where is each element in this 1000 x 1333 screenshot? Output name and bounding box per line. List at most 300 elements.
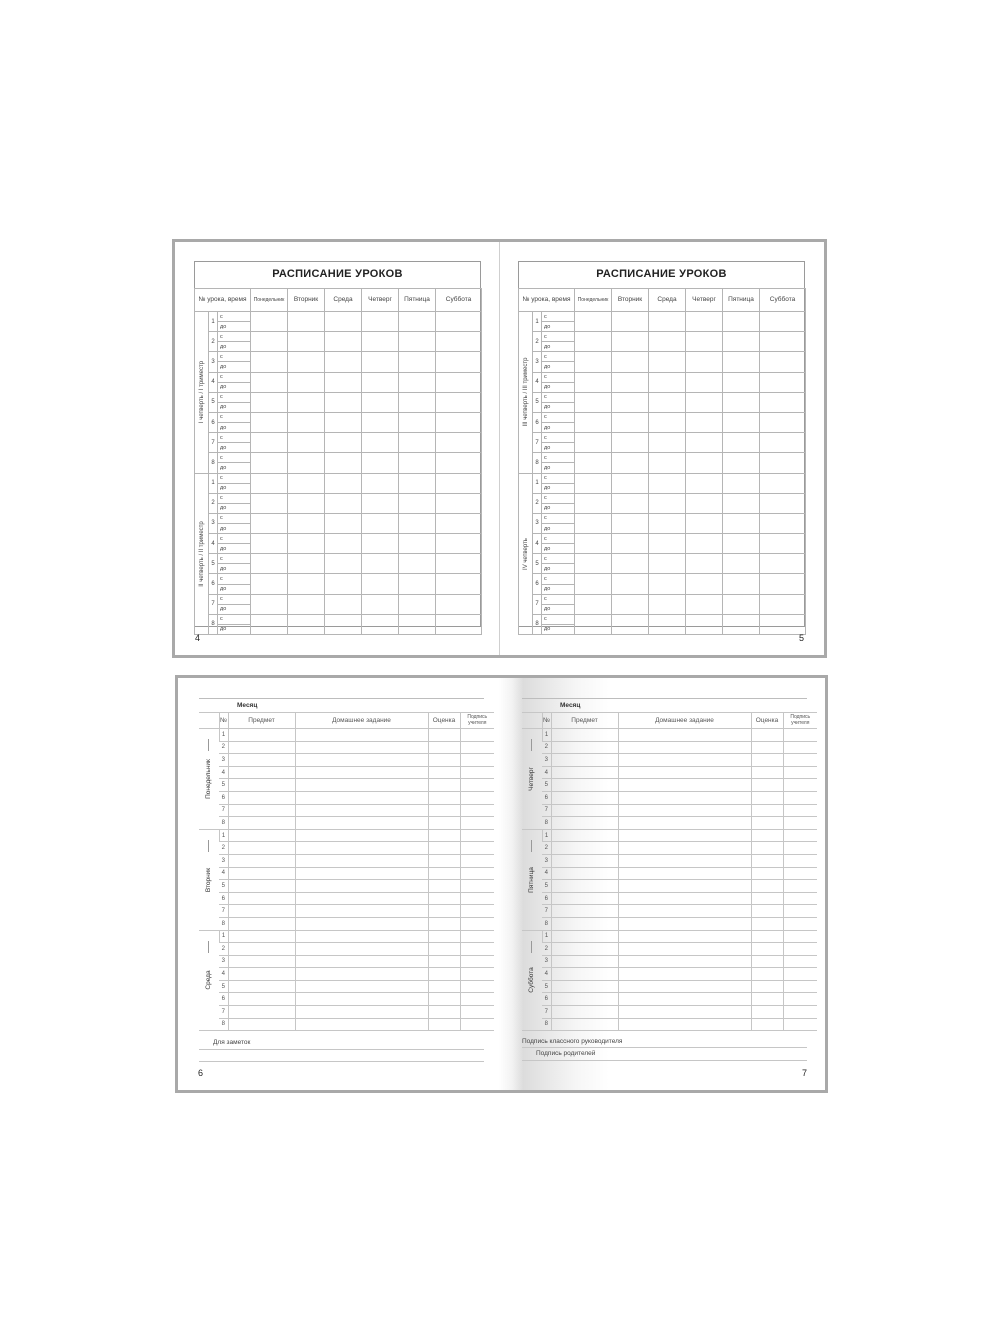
homework-cell[interactable] — [618, 880, 751, 893]
schedule-cell[interactable] — [575, 554, 612, 574]
schedule-cell[interactable] — [325, 352, 362, 372]
grade-cell[interactable] — [428, 854, 460, 867]
schedule-cell[interactable] — [288, 352, 325, 372]
subject-cell[interactable] — [228, 1006, 295, 1019]
schedule-cell[interactable] — [436, 433, 482, 453]
schedule-cell[interactable] — [251, 513, 288, 533]
schedule-cell[interactable] — [362, 513, 399, 533]
schedule-cell[interactable] — [288, 473, 325, 493]
schedule-cell[interactable] — [288, 493, 325, 513]
schedule-cell[interactable] — [288, 594, 325, 614]
schedule-cell[interactable] — [575, 453, 612, 473]
schedule-cell[interactable] — [362, 312, 399, 332]
schedule-cell[interactable] — [362, 534, 399, 554]
schedule-cell[interactable] — [399, 534, 436, 554]
homework-cell[interactable] — [295, 880, 428, 893]
schedule-cell[interactable] — [399, 453, 436, 473]
homework-cell[interactable] — [618, 791, 751, 804]
subject-cell[interactable] — [228, 817, 295, 830]
schedule-cell[interactable] — [760, 332, 806, 352]
teacher-signature-cell[interactable] — [783, 867, 817, 880]
schedule-cell[interactable] — [575, 312, 612, 332]
schedule-cell[interactable] — [612, 412, 649, 432]
grade-cell[interactable] — [428, 980, 460, 993]
schedule-cell[interactable] — [251, 453, 288, 473]
teacher-signature-cell[interactable] — [783, 804, 817, 817]
grade-cell[interactable] — [428, 1018, 460, 1031]
teacher-signature-cell[interactable] — [783, 779, 817, 792]
schedule-cell[interactable] — [686, 352, 723, 372]
grade-cell[interactable] — [428, 993, 460, 1006]
schedule-cell[interactable] — [575, 574, 612, 594]
grade-cell[interactable] — [751, 943, 783, 956]
schedule-cell[interactable] — [325, 574, 362, 594]
teacher-signature-cell[interactable] — [460, 829, 494, 842]
schedule-cell[interactable] — [760, 614, 806, 634]
teacher-signature-cell[interactable] — [783, 1018, 817, 1031]
schedule-cell[interactable] — [649, 554, 686, 574]
schedule-cell[interactable] — [575, 332, 612, 352]
teacher-signature-cell[interactable] — [460, 892, 494, 905]
homework-cell[interactable] — [618, 804, 751, 817]
subject-cell[interactable] — [551, 867, 618, 880]
grade-cell[interactable] — [751, 729, 783, 742]
homework-cell[interactable] — [295, 1006, 428, 1019]
schedule-cell[interactable] — [251, 574, 288, 594]
homework-cell[interactable] — [618, 968, 751, 981]
schedule-cell[interactable] — [723, 412, 760, 432]
grade-cell[interactable] — [428, 804, 460, 817]
schedule-cell[interactable] — [288, 574, 325, 594]
grade-cell[interactable] — [751, 867, 783, 880]
homework-cell[interactable] — [295, 867, 428, 880]
schedule-cell[interactable] — [362, 392, 399, 412]
schedule-cell[interactable] — [612, 332, 649, 352]
homework-cell[interactable] — [618, 754, 751, 767]
schedule-cell[interactable] — [399, 554, 436, 574]
schedule-cell[interactable] — [649, 433, 686, 453]
grade-cell[interactable] — [428, 729, 460, 742]
schedule-cell[interactable] — [575, 433, 612, 453]
schedule-cell[interactable] — [362, 453, 399, 473]
subject-cell[interactable] — [228, 880, 295, 893]
grade-cell[interactable] — [751, 791, 783, 804]
subject-cell[interactable] — [551, 729, 618, 742]
subject-cell[interactable] — [551, 880, 618, 893]
schedule-cell[interactable] — [723, 574, 760, 594]
schedule-cell[interactable] — [362, 372, 399, 392]
schedule-cell[interactable] — [649, 614, 686, 634]
schedule-cell[interactable] — [612, 352, 649, 372]
schedule-cell[interactable] — [325, 473, 362, 493]
homework-cell[interactable] — [295, 804, 428, 817]
subject-cell[interactable] — [551, 993, 618, 1006]
schedule-cell[interactable] — [288, 614, 325, 634]
grade-cell[interactable] — [751, 880, 783, 893]
homework-cell[interactable] — [618, 980, 751, 993]
schedule-cell[interactable] — [575, 412, 612, 432]
grade-cell[interactable] — [751, 892, 783, 905]
homework-cell[interactable] — [295, 854, 428, 867]
schedule-cell[interactable] — [362, 594, 399, 614]
schedule-cell[interactable] — [723, 554, 760, 574]
subject-cell[interactable] — [551, 817, 618, 830]
schedule-cell[interactable] — [325, 554, 362, 574]
schedule-cell[interactable] — [612, 453, 649, 473]
schedule-cell[interactable] — [649, 513, 686, 533]
teacher-signature-cell[interactable] — [460, 943, 494, 956]
grade-cell[interactable] — [428, 968, 460, 981]
homework-cell[interactable] — [618, 829, 751, 842]
subject-cell[interactable] — [228, 930, 295, 943]
schedule-cell[interactable] — [436, 574, 482, 594]
schedule-cell[interactable] — [760, 534, 806, 554]
schedule-cell[interactable] — [686, 473, 723, 493]
schedule-cell[interactable] — [686, 453, 723, 473]
homework-cell[interactable] — [618, 854, 751, 867]
schedule-cell[interactable] — [686, 614, 723, 634]
subject-cell[interactable] — [551, 854, 618, 867]
schedule-cell[interactable] — [325, 513, 362, 533]
grade-cell[interactable] — [428, 930, 460, 943]
schedule-cell[interactable] — [723, 372, 760, 392]
subject-cell[interactable] — [551, 1018, 618, 1031]
teacher-signature-cell[interactable] — [783, 741, 817, 754]
schedule-cell[interactable] — [436, 473, 482, 493]
subject-cell[interactable] — [228, 980, 295, 993]
subject-cell[interactable] — [551, 804, 618, 817]
homework-cell[interactable] — [295, 779, 428, 792]
homework-cell[interactable] — [295, 766, 428, 779]
homework-cell[interactable] — [618, 729, 751, 742]
teacher-signature-cell[interactable] — [783, 1006, 817, 1019]
schedule-cell[interactable] — [575, 352, 612, 372]
grade-cell[interactable] — [751, 741, 783, 754]
schedule-cell[interactable] — [760, 594, 806, 614]
teacher-signature-cell[interactable] — [460, 917, 494, 930]
schedule-cell[interactable] — [288, 433, 325, 453]
grade-cell[interactable] — [428, 817, 460, 830]
teacher-signature-cell[interactable] — [783, 892, 817, 905]
schedule-cell[interactable] — [362, 614, 399, 634]
schedule-cell[interactable] — [575, 614, 612, 634]
teacher-signature-cell[interactable] — [783, 729, 817, 742]
subject-cell[interactable] — [228, 791, 295, 804]
homework-cell[interactable] — [295, 729, 428, 742]
schedule-cell[interactable] — [575, 534, 612, 554]
teacher-signature-cell[interactable] — [783, 955, 817, 968]
homework-cell[interactable] — [618, 766, 751, 779]
schedule-cell[interactable] — [760, 473, 806, 493]
schedule-cell[interactable] — [288, 412, 325, 432]
schedule-cell[interactable] — [760, 352, 806, 372]
subject-cell[interactable] — [551, 791, 618, 804]
schedule-cell[interactable] — [251, 554, 288, 574]
schedule-cell[interactable] — [649, 594, 686, 614]
grade-cell[interactable] — [751, 905, 783, 918]
schedule-cell[interactable] — [325, 433, 362, 453]
schedule-cell[interactable] — [686, 493, 723, 513]
schedule-cell[interactable] — [399, 332, 436, 352]
teacher-signature-cell[interactable] — [783, 905, 817, 918]
teacher-signature-cell[interactable] — [460, 804, 494, 817]
schedule-cell[interactable] — [399, 412, 436, 432]
teacher-signature-cell[interactable] — [783, 930, 817, 943]
homework-cell[interactable] — [295, 917, 428, 930]
teacher-signature-cell[interactable] — [460, 993, 494, 1006]
grade-cell[interactable] — [751, 754, 783, 767]
schedule-cell[interactable] — [723, 332, 760, 352]
schedule-cell[interactable] — [612, 473, 649, 493]
schedule-cell[interactable] — [760, 372, 806, 392]
subject-cell[interactable] — [551, 943, 618, 956]
teacher-signature-cell[interactable] — [460, 741, 494, 754]
schedule-cell[interactable] — [288, 534, 325, 554]
schedule-cell[interactable] — [723, 453, 760, 473]
schedule-cell[interactable] — [649, 534, 686, 554]
grade-cell[interactable] — [428, 955, 460, 968]
grade-cell[interactable] — [751, 1006, 783, 1019]
grade-cell[interactable] — [428, 892, 460, 905]
homework-cell[interactable] — [618, 741, 751, 754]
homework-cell[interactable] — [618, 1006, 751, 1019]
teacher-signature-cell[interactable] — [460, 817, 494, 830]
grade-cell[interactable] — [751, 993, 783, 1006]
homework-cell[interactable] — [295, 842, 428, 855]
schedule-cell[interactable] — [288, 554, 325, 574]
schedule-cell[interactable] — [575, 513, 612, 533]
schedule-cell[interactable] — [251, 433, 288, 453]
homework-cell[interactable] — [618, 943, 751, 956]
teacher-signature-cell[interactable] — [460, 905, 494, 918]
schedule-cell[interactable] — [612, 493, 649, 513]
schedule-cell[interactable] — [612, 392, 649, 412]
homework-cell[interactable] — [295, 829, 428, 842]
schedule-cell[interactable] — [649, 493, 686, 513]
subject-cell[interactable] — [228, 917, 295, 930]
grade-cell[interactable] — [428, 1006, 460, 1019]
schedule-cell[interactable] — [686, 594, 723, 614]
schedule-cell[interactable] — [362, 332, 399, 352]
teacher-signature-cell[interactable] — [460, 968, 494, 981]
schedule-cell[interactable] — [575, 392, 612, 412]
schedule-cell[interactable] — [723, 534, 760, 554]
schedule-cell[interactable] — [760, 312, 806, 332]
subject-cell[interactable] — [551, 905, 618, 918]
teacher-signature-cell[interactable] — [460, 1006, 494, 1019]
grade-cell[interactable] — [751, 917, 783, 930]
grade-cell[interactable] — [428, 842, 460, 855]
subject-cell[interactable] — [228, 741, 295, 754]
subject-cell[interactable] — [228, 842, 295, 855]
grade-cell[interactable] — [428, 766, 460, 779]
subject-cell[interactable] — [228, 729, 295, 742]
subject-cell[interactable] — [551, 917, 618, 930]
subject-cell[interactable] — [228, 867, 295, 880]
teacher-signature-cell[interactable] — [460, 854, 494, 867]
schedule-cell[interactable] — [612, 594, 649, 614]
schedule-cell[interactable] — [399, 574, 436, 594]
schedule-cell[interactable] — [325, 493, 362, 513]
grade-cell[interactable] — [751, 1018, 783, 1031]
schedule-cell[interactable] — [251, 392, 288, 412]
subject-cell[interactable] — [551, 1006, 618, 1019]
schedule-cell[interactable] — [760, 392, 806, 412]
teacher-signature-cell[interactable] — [460, 930, 494, 943]
schedule-cell[interactable] — [399, 473, 436, 493]
homework-cell[interactable] — [295, 892, 428, 905]
grade-cell[interactable] — [751, 779, 783, 792]
grade-cell[interactable] — [428, 880, 460, 893]
homework-cell[interactable] — [618, 905, 751, 918]
schedule-cell[interactable] — [686, 392, 723, 412]
homework-cell[interactable] — [295, 955, 428, 968]
subject-cell[interactable] — [228, 804, 295, 817]
subject-cell[interactable] — [228, 1018, 295, 1031]
teacher-signature-cell[interactable] — [783, 968, 817, 981]
homework-cell[interactable] — [618, 867, 751, 880]
homework-cell[interactable] — [295, 754, 428, 767]
schedule-cell[interactable] — [686, 513, 723, 533]
schedule-cell[interactable] — [251, 473, 288, 493]
schedule-cell[interactable] — [612, 574, 649, 594]
schedule-cell[interactable] — [686, 312, 723, 332]
schedule-cell[interactable] — [251, 372, 288, 392]
schedule-cell[interactable] — [612, 513, 649, 533]
homework-cell[interactable] — [295, 817, 428, 830]
schedule-cell[interactable] — [612, 534, 649, 554]
schedule-cell[interactable] — [723, 473, 760, 493]
subject-cell[interactable] — [228, 905, 295, 918]
homework-cell[interactable] — [295, 741, 428, 754]
schedule-cell[interactable] — [399, 433, 436, 453]
teacher-signature-cell[interactable] — [783, 917, 817, 930]
homework-cell[interactable] — [618, 817, 751, 830]
schedule-cell[interactable] — [612, 433, 649, 453]
schedule-cell[interactable] — [436, 332, 482, 352]
homework-cell[interactable] — [295, 930, 428, 943]
schedule-cell[interactable] — [288, 453, 325, 473]
grade-cell[interactable] — [751, 968, 783, 981]
teacher-signature-cell[interactable] — [783, 754, 817, 767]
schedule-cell[interactable] — [649, 574, 686, 594]
schedule-cell[interactable] — [612, 372, 649, 392]
schedule-cell[interactable] — [251, 493, 288, 513]
homework-cell[interactable] — [618, 993, 751, 1006]
homework-cell[interactable] — [295, 943, 428, 956]
schedule-cell[interactable] — [612, 614, 649, 634]
schedule-cell[interactable] — [686, 574, 723, 594]
teacher-signature-cell[interactable] — [460, 791, 494, 804]
teacher-signature-cell[interactable] — [460, 980, 494, 993]
subject-cell[interactable] — [228, 854, 295, 867]
schedule-cell[interactable] — [436, 352, 482, 372]
schedule-cell[interactable] — [436, 372, 482, 392]
subject-cell[interactable] — [228, 766, 295, 779]
schedule-cell[interactable] — [723, 433, 760, 453]
subject-cell[interactable] — [228, 829, 295, 842]
schedule-cell[interactable] — [325, 392, 362, 412]
schedule-cell[interactable] — [723, 392, 760, 412]
subject-cell[interactable] — [551, 955, 618, 968]
schedule-cell[interactable] — [251, 312, 288, 332]
teacher-signature-cell[interactable] — [460, 842, 494, 855]
schedule-cell[interactable] — [760, 513, 806, 533]
teacher-signature-cell[interactable] — [460, 1018, 494, 1031]
schedule-cell[interactable] — [251, 594, 288, 614]
grade-cell[interactable] — [428, 917, 460, 930]
schedule-cell[interactable] — [362, 574, 399, 594]
teacher-signature-cell[interactable] — [460, 867, 494, 880]
schedule-cell[interactable] — [399, 614, 436, 634]
schedule-cell[interactable] — [649, 352, 686, 372]
grade-cell[interactable] — [751, 980, 783, 993]
grade-cell[interactable] — [751, 930, 783, 943]
schedule-cell[interactable] — [251, 534, 288, 554]
subject-cell[interactable] — [228, 943, 295, 956]
schedule-cell[interactable] — [251, 352, 288, 372]
teacher-signature-cell[interactable] — [783, 791, 817, 804]
grade-cell[interactable] — [751, 804, 783, 817]
schedule-cell[interactable] — [288, 513, 325, 533]
schedule-cell[interactable] — [649, 332, 686, 352]
schedule-cell[interactable] — [325, 372, 362, 392]
schedule-cell[interactable] — [325, 312, 362, 332]
teacher-signature-cell[interactable] — [783, 943, 817, 956]
grade-cell[interactable] — [751, 829, 783, 842]
subject-cell[interactable] — [551, 892, 618, 905]
grade-cell[interactable] — [751, 842, 783, 855]
schedule-cell[interactable] — [288, 372, 325, 392]
subject-cell[interactable] — [228, 993, 295, 1006]
schedule-cell[interactable] — [760, 412, 806, 432]
homework-cell[interactable] — [618, 917, 751, 930]
schedule-cell[interactable] — [288, 332, 325, 352]
teacher-signature-cell[interactable] — [783, 854, 817, 867]
teacher-signature-cell[interactable] — [460, 754, 494, 767]
teacher-signature-cell[interactable] — [783, 880, 817, 893]
schedule-cell[interactable] — [760, 554, 806, 574]
grade-cell[interactable] — [428, 754, 460, 767]
schedule-cell[interactable] — [436, 594, 482, 614]
grade-cell[interactable] — [751, 766, 783, 779]
schedule-cell[interactable] — [760, 493, 806, 513]
schedule-cell[interactable] — [686, 554, 723, 574]
homework-cell[interactable] — [295, 993, 428, 1006]
schedule-cell[interactable] — [723, 513, 760, 533]
grade-cell[interactable] — [428, 829, 460, 842]
subject-cell[interactable] — [551, 766, 618, 779]
schedule-cell[interactable] — [362, 433, 399, 453]
schedule-cell[interactable] — [723, 493, 760, 513]
grade-cell[interactable] — [751, 817, 783, 830]
schedule-cell[interactable] — [649, 372, 686, 392]
grade-cell[interactable] — [428, 791, 460, 804]
schedule-cell[interactable] — [436, 392, 482, 412]
schedule-cell[interactable] — [575, 372, 612, 392]
schedule-cell[interactable] — [723, 614, 760, 634]
teacher-signature-cell[interactable] — [783, 993, 817, 1006]
schedule-cell[interactable] — [649, 392, 686, 412]
schedule-cell[interactable] — [251, 614, 288, 634]
schedule-cell[interactable] — [575, 594, 612, 614]
schedule-cell[interactable] — [362, 412, 399, 432]
homework-cell[interactable] — [618, 1018, 751, 1031]
subject-cell[interactable] — [551, 829, 618, 842]
subject-cell[interactable] — [551, 930, 618, 943]
homework-cell[interactable] — [295, 791, 428, 804]
subject-cell[interactable] — [551, 968, 618, 981]
